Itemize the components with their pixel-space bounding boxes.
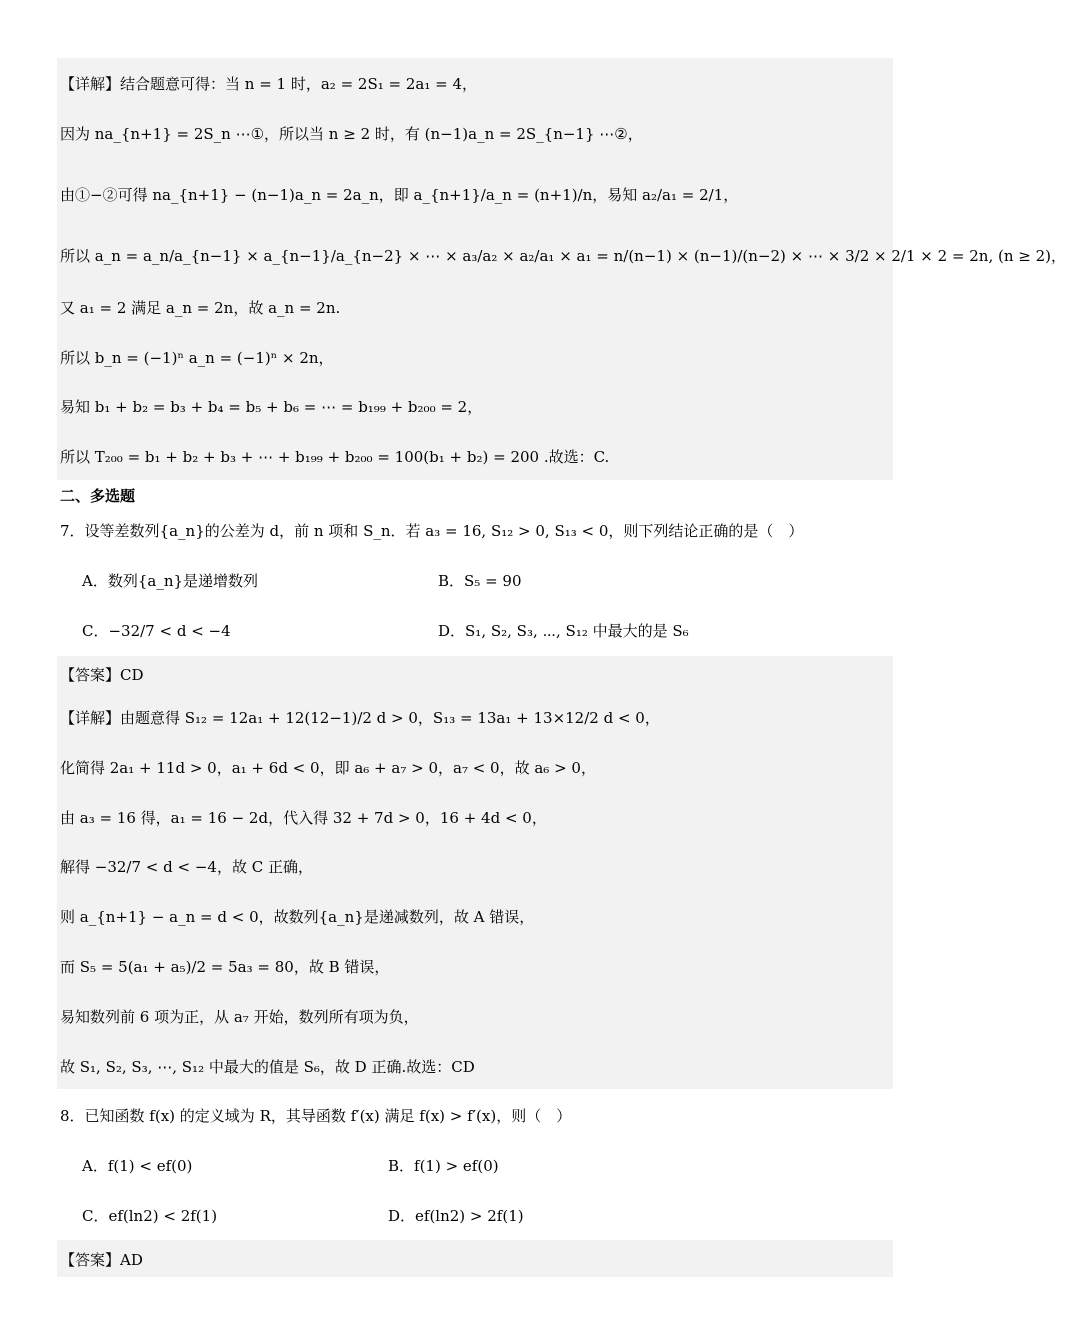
q7-detail-line3: 由 a₃ = 16 得，a₁ = 16 − 2d，代入得 32 + 7d > 0，16 + 4d < 0，: [60, 809, 547, 827]
q6-detail-line4: 所以 a_n = a_n/a_{n−1} × a_{n−1}/a_{n−2} × ⋯ × a₃/a₂ × a₂/a₁ × a₁ = n/(n−1) × (n−1)/(n−2) × ⋯ × 3/2 × 2/1 × 2 = 2n, (n ≥ 2)，: [60, 247, 1066, 265]
q7-detail-line1: 【详解】由题意得 S₁₂ = 12a₁ + 12(12−1)/2 d > 0，S₁₃ = 13a₁ + 13×12/2 d < 0，: [60, 709, 660, 727]
q7-detail-line6: 而 S₅ = 5(a₁ + a₅)/2 = 5a₃ = 80，故 B 错误，: [60, 958, 390, 976]
section-title: 二、多选题: [60, 487, 136, 505]
q6-detail-line1: 【详解】结合题意可得：当 n = 1 时，a₂ = 2S₁ = 2a₁ = 4，: [60, 75, 477, 93]
q6-detail-line8: 所以 T₂₀₀ = b₁ + b₂ + b₃ + ⋯ + b₁₉₉ + b₂₀₀ = 100(b₁ + b₂) = 200 .故选：C.: [60, 448, 610, 466]
q7-detail-line5: 则 a_{n+1} − a_n = d < 0，故数列{a_n}是递减数列，故 A 错误，: [60, 908, 535, 926]
q6-detail-line2: 因为 na_{n+1} = 2S_n ⋯①，所以当 n ≥ 2 时，有 (n−1)a_n = 2S_{n−1} ⋯②，: [60, 125, 643, 143]
q6-detail-line6: 所以 b_n = (−1)ⁿ a_n = (−1)ⁿ × 2n，: [60, 349, 334, 367]
q8-option-d: D．ef(ln2) > 2f(1): [388, 1207, 524, 1225]
q7-stem: 7．设等差数列{a_n}的公差为 d，前 n 项和 S_n．若 a₃ = 16, S₁₂ > 0, S₁₃ < 0，则下列结论正确的是（ ）: [60, 522, 804, 540]
q8-answer: 【答案】AD: [60, 1251, 143, 1269]
q8-stem: 8．已知函数 f(x) 的定义域为 R，其导函数 f′(x) 满足 f(x) > f′(x)，则（ ）: [60, 1107, 572, 1125]
q7-option-a: A．数列{a_n}是递增数列: [82, 572, 259, 590]
q7-option-c: C．−32/7 < d < −4: [82, 622, 231, 640]
q7-detail-line7: 易知数列前 6 项为正，从 a₇ 开始，数列所有项为负，: [60, 1008, 419, 1026]
q6-detail-line7: 易知 b₁ + b₂ = b₃ + b₄ = b₅ + b₆ = ⋯ = b₁₉₉ + b₂₀₀ = 2，: [60, 398, 483, 416]
q6-detail-line5: 又 a₁ = 2 满足 a_n = 2n，故 a_n = 2n.: [60, 299, 341, 317]
q7-detail-line4: 解得 −32/7 < d < −4，故 C 正确，: [60, 858, 313, 876]
q8-option-b: B．f(1) > ef(0): [388, 1157, 499, 1175]
q8-option-a: A．f(1) < ef(0): [82, 1157, 193, 1175]
q8-option-c: C．ef(ln2) < 2f(1): [82, 1207, 218, 1225]
q7-option-d: D．S₁, S₂, S₃, ⋯, S₁₂ 中最大的是 S₆: [438, 622, 689, 640]
q7-answer: 【答案】CD: [60, 666, 144, 684]
q7-option-b: B．S₅ = 90: [438, 572, 522, 590]
q8-answer-box: [57, 1240, 893, 1277]
q7-detail-line8: 故 S₁, S₂, S₃, ⋯, S₁₂ 中最大的值是 S₆，故 D 正确.故选：CD: [60, 1058, 475, 1076]
q6-detail-line3: 由①−②可得 na_{n+1} − (n−1)a_n = 2a_n，即 a_{n+1}/a_n = (n+1)/n，易知 a₂/a₁ = 2/1，: [60, 186, 739, 204]
q7-detail-line2: 化简得 2a₁ + 11d > 0，a₁ + 6d < 0，即 a₆ + a₇ > 0，a₇ < 0，故 a₆ > 0，: [60, 759, 596, 777]
